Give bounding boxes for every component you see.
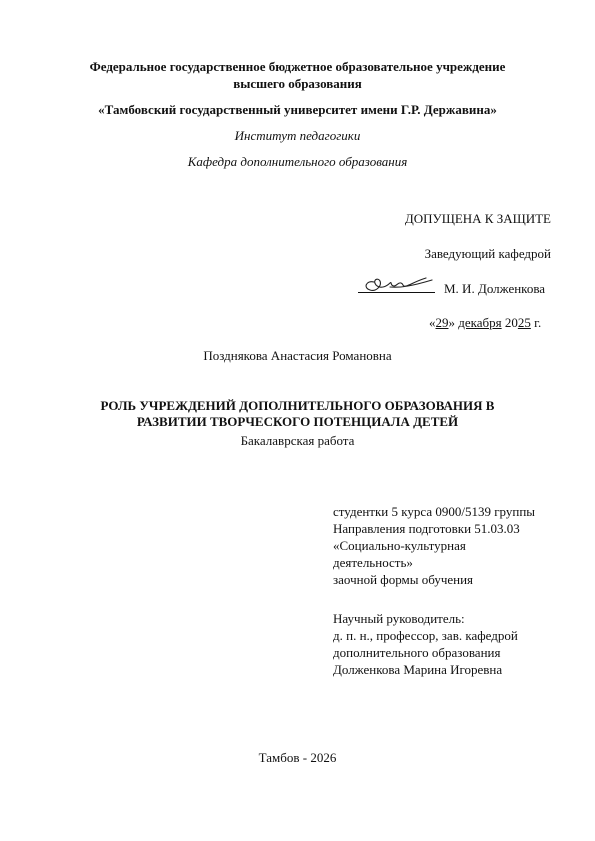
student-info-line: студентки 5 курса 0900/5139 группы	[333, 504, 536, 519]
institute-name: Институт педагогики	[234, 128, 361, 143]
date-open-quote: «	[429, 315, 436, 330]
supervisor-line: дополнительного образования	[333, 645, 501, 660]
supervisor-line: Научный руководитель:	[333, 611, 465, 626]
approval-date	[429, 314, 541, 331]
supervisor-line: д. п. н., профессор, зав. кафедрой	[333, 628, 518, 643]
approval-head-name: М. И. Долженкова	[444, 281, 546, 296]
author-name: Позднякова Анастасия Романовна	[203, 348, 392, 363]
student-info-block	[333, 503, 535, 588]
work-type: Бакалаврская работа	[240, 433, 355, 448]
org-name-line1: Федеральное государственное бюджетное образовательное учреждение	[89, 59, 506, 74]
approval-position: Заведующий кафедрой	[424, 246, 551, 261]
date-tail: г.	[530, 315, 542, 330]
date-year-prefix: 20	[504, 315, 518, 330]
student-info-line: Направления подготовки 51.03.03	[333, 521, 520, 536]
date-close-quote: »	[448, 315, 455, 330]
university-name: «Тамбовский государственный университет имени Г.Р. Державина»	[98, 102, 497, 117]
student-info-line: «Социально-культурная	[333, 538, 466, 553]
work-title-line1: РОЛЬ УЧРЕЖДЕНИЙ ДОПОЛНИТЕЛЬНОГО ОБРАЗОВАНИЯ В	[100, 398, 495, 413]
date-year-suffix: 25	[517, 315, 531, 330]
supervisor-block	[333, 610, 518, 678]
date-day: 29	[435, 315, 449, 330]
org-name-line2: высшего образования	[233, 76, 362, 91]
supervisor-line: Долженкова Марина Игоревна	[333, 662, 503, 677]
approval-title: ДОПУЩЕНА К ЗАЩИТЕ	[404, 211, 551, 226]
department-name: Кафедра дополнительного образования	[187, 154, 408, 169]
city-year: Тамбов - 2026	[258, 750, 337, 765]
student-info-line: заочной формы обучения	[333, 572, 474, 587]
signature-image	[360, 272, 440, 296]
student-info-line: деятельность»	[333, 555, 413, 570]
work-title-line2: РАЗВИТИИ ТВОРЧЕСКОГО ПОТЕНЦИАЛА ДЕТЕЙ	[136, 414, 459, 429]
date-month: декабря	[458, 315, 502, 330]
